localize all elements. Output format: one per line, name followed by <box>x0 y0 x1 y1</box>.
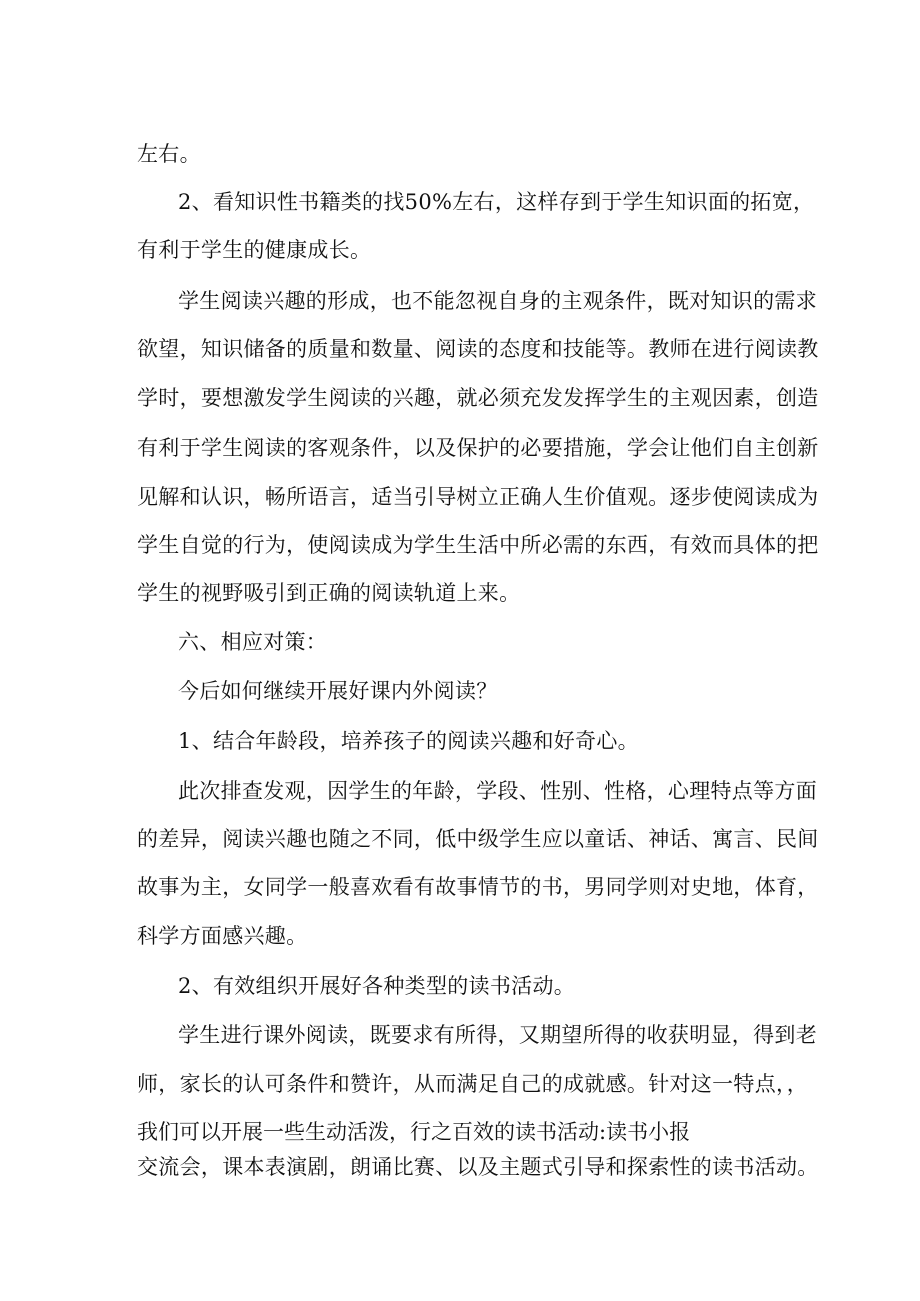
text-line: 学生自觉的行为，使阅读成为学生生活中所必需的东西，有效而具体的把 <box>137 533 819 557</box>
text-line: 的差异，阅读兴趣也随之不同，低中级学生应以童话、神话、寓言、民间 <box>137 827 819 851</box>
text-line: 1、结合年龄段，培养孩子的阅读兴趣和好奇心。 <box>178 729 639 753</box>
text-line: 欲望，知识储备的质量和数量、阅读的态度和技能等。教师在进行阅读教 <box>137 337 819 361</box>
text-line: 有利于学生的健康成长。 <box>137 238 372 262</box>
text-line: 学生阅读兴趣的形成，也不能忽视自身的主观条件，既对知识的需求 <box>178 289 817 313</box>
text-line: 有利于学生阅读的客观条件，以及保护的必要措施，学会让他们自主创新 <box>137 436 819 460</box>
text-line: 科学方面感兴趣。 <box>137 924 308 948</box>
text-line: 左右。 <box>137 142 201 166</box>
text-line: 师，家长的认可条件和赞许，从而满足自己的成就感。针对这一特点，， <box>137 1072 809 1096</box>
text-line: 此次排查发观，因学生的年龄，学段、性别、性格，心理特点等方面 <box>178 779 817 803</box>
text-line: 见解和认识，畅所语言，适当引导树立正确人生价值观。逐步使阅读成为 <box>137 485 819 509</box>
text-line: 交流会，课本表演剧，朗诵比赛、以及主题式引导和探索性的读书活动。 <box>137 1155 819 1179</box>
text-line: 2、有效组织开展好各种类型的读书活动。 <box>178 974 576 998</box>
text-line: 学生进行课外阅读，既要求有所得，又期望所得的收获明显，得到老 <box>178 1023 817 1047</box>
text-line: 故事为主，女同学一般喜欢看有故事情节的书，男同学则对史地，体育， <box>137 875 819 899</box>
section-heading: 六、相应对策： <box>178 630 328 654</box>
text-line: 2、看知识性书籍类的找50%左右，这样存到于学生知识面的拓宽， <box>178 190 815 214</box>
text-line: 我们可以开展一些生动活泼，行之百效的读书活动:读书小报 <box>137 1120 691 1144</box>
text-line: 学时，要想激发学生阅读的兴趣，就必须充发发挥学生的主观因素，创造 <box>137 386 819 410</box>
text-line: 学生的视野吸引到正确的阅读轨道上来。 <box>137 581 521 605</box>
text-line: 今后如何继续开展好课内外阅读？ <box>178 679 498 703</box>
